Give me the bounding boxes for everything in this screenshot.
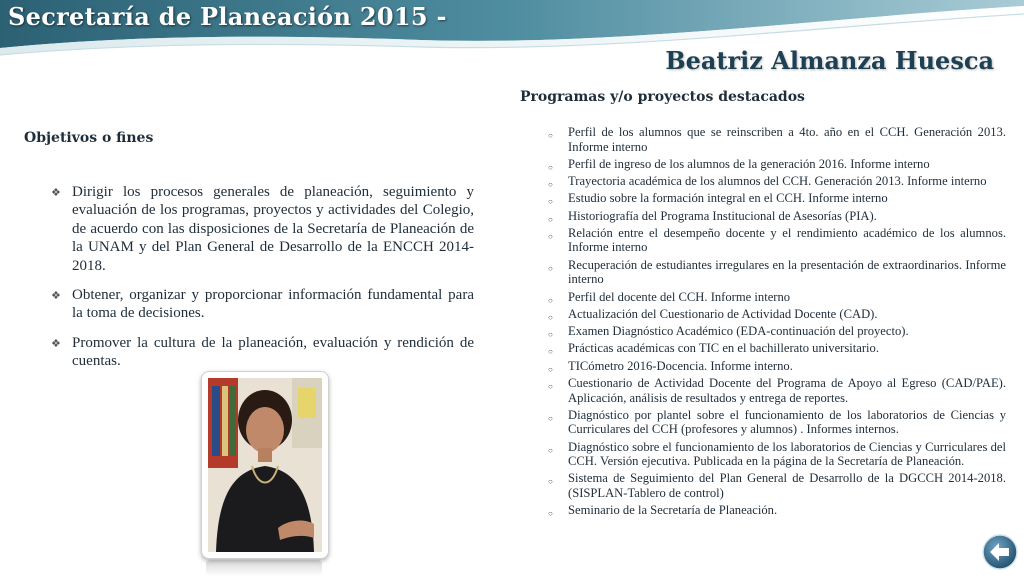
circle-bullet-icon: ○ [548, 509, 553, 519]
program-item [548, 226, 1006, 255]
program-item [548, 359, 1006, 374]
circle-bullet-icon: ○ [548, 312, 553, 322]
program-text: Estudio sobre la formación integral en el CCH. Informe interno [568, 191, 888, 206]
program-text: Sistema de Seguimiento del Plan General de Desarrollo de la DGCCH 2014-2018. (SISPLAN-Tablero de control) [568, 471, 1006, 500]
program-item [548, 125, 1006, 154]
back-button[interactable] [982, 534, 1018, 570]
circle-bullet-icon: ○ [548, 330, 553, 340]
circle-bullet-icon: ○ [548, 347, 553, 357]
program-text: Actualización del Cuestionario de Actividad Docente (CAD). [568, 306, 878, 321]
objective-item [48, 334, 474, 371]
back-arrow-icon [982, 534, 1018, 570]
diamond-bullet-icon: ❖ [51, 187, 61, 199]
program-text: TICómetro 2016-Docencia. Informe interno. [568, 358, 793, 373]
portrait-photo [201, 371, 329, 559]
program-text: Trayectoria académica de los alumnos del CCH. Generación 2013. Informe interno [568, 174, 987, 189]
program-item [548, 440, 1006, 469]
objective-text: Promover la cultura de la planeación, evaluación y rendición de cuentas. [72, 334, 474, 370]
circle-bullet-icon: ○ [548, 477, 553, 487]
circle-bullet-icon: ○ [548, 445, 553, 455]
program-text: Perfil de los alumnos que se reinscriben a 4to. año en el CCH. Generación 2013. Informe interno [568, 125, 1006, 154]
program-item [548, 376, 1006, 405]
program-text: Diagnóstico sobre el funcionamiento de los laboratorios de Ciencias y Curriculares del CCH. Versión ejecutiva. Publicada en la página de la Secretaría de Planeación. [568, 439, 1006, 469]
objective-text: Dirigir los procesos generales de planeación, seguimiento y evaluación de los programas, proyectos y actividades del Colegio, de acuerdo con las disposiciones de la Secretaría de Planeación de la UNAM y del Plan General de Desarrollo de la ENCCH 2014-2018. [72, 184, 474, 274]
program-item [548, 209, 1006, 224]
circle-bullet-icon: ○ [548, 295, 553, 305]
program-text: Diagnóstico por plantel sobre el funcionamiento de los laboratorios de Ciencias y Curriculares del CCH (profesores y alumnos) . Informes internos. [568, 407, 1006, 437]
program-text: Recuperación de estudiantes irregulares en la presentación de extraordinarios. Informe interno [568, 257, 1006, 287]
program-item [548, 174, 1006, 189]
program-item [548, 503, 1006, 518]
program-item [548, 408, 1006, 437]
circle-bullet-icon: ○ [548, 162, 553, 172]
program-text: Perfil del docente del CCH. Informe interno [568, 289, 791, 304]
circle-bullet-icon: ○ [548, 131, 553, 140]
program-text: Cuestionario de Actividad Docente del Programa de Apoyo al Egreso (CAD/PAE). Aplicación, análisis de resultados y entrega de reportes. [568, 376, 1006, 405]
portrait-image [208, 378, 322, 552]
objectives-list [48, 183, 474, 382]
program-item [548, 191, 1006, 206]
diamond-bullet-icon: ❖ [51, 337, 61, 350]
objectives-heading: Objetivos o fines [24, 130, 154, 146]
program-item [548, 157, 1006, 172]
circle-bullet-icon: ○ [548, 382, 553, 392]
program-item [548, 341, 1006, 356]
program-text: Prácticas académicas con TIC en el bachillerato universitario. [568, 341, 879, 356]
circle-bullet-icon: ○ [548, 263, 553, 273]
objective-item [48, 286, 474, 323]
program-text: Seminario de la Secretaría de Planeación. [568, 503, 778, 518]
circle-bullet-icon: ○ [548, 214, 553, 224]
program-item [548, 324, 1006, 339]
programs-heading: Programas y/o proyectos destacados [520, 89, 805, 105]
program-item [548, 307, 1006, 322]
objective-text: Obtener, organizar y proporcionar información fundamental para la toma de decisiones. [72, 287, 474, 322]
program-item [548, 258, 1006, 287]
banner-title: Secretaría de Planeación 2015 - [8, 2, 447, 31]
program-text: Relación entre el desempeño docente y el rendimiento académico de los alumnos. Informe interno [568, 225, 1006, 255]
programs-list [548, 125, 1006, 521]
circle-bullet-icon: ○ [548, 197, 553, 207]
program-text: Perfil de ingreso de los alumnos de la generación 2016. Informe interno [568, 156, 930, 171]
program-item [548, 290, 1006, 305]
circle-bullet-icon: ○ [548, 231, 553, 241]
objective-item [48, 183, 474, 275]
program-text: Examen Diagnóstico Académico (EDA-continuación del proyecto). [568, 324, 909, 339]
circle-bullet-icon: ○ [548, 180, 553, 190]
program-item [548, 471, 1006, 500]
circle-bullet-icon: ○ [548, 413, 553, 423]
person-name: Beatriz Almanza Huesca [665, 46, 994, 75]
diamond-bullet-icon: ❖ [51, 290, 61, 303]
photo-reflection [206, 560, 322, 576]
program-text: Historiografía del Programa Institucional de Asesorías (PIA). [568, 208, 877, 223]
circle-bullet-icon: ○ [548, 364, 553, 374]
